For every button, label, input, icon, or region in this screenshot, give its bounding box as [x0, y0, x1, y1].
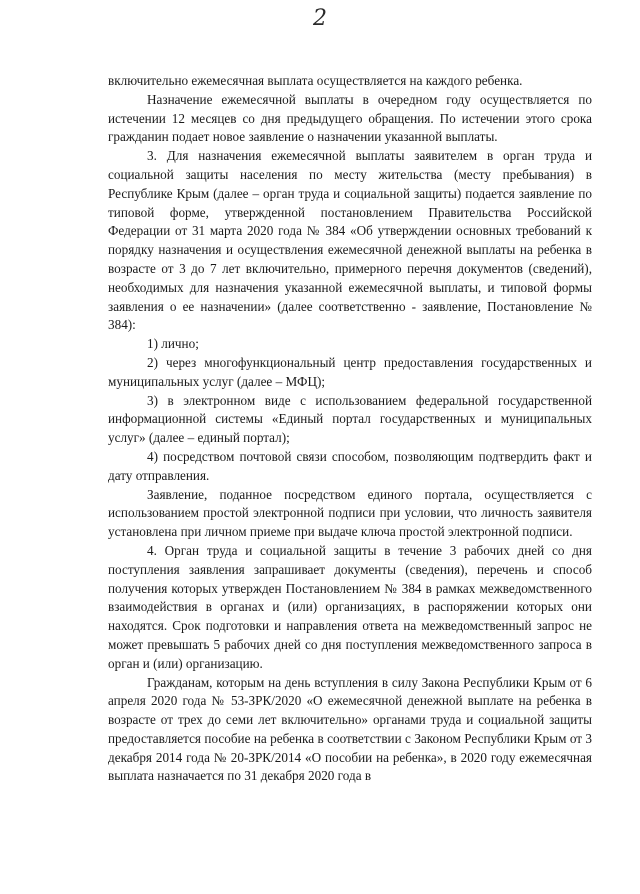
list-item-mfc: 2) через многофункциональный центр предоставления государственных и муниципальных услуг (далее – МФЦ); — [108, 354, 592, 389]
paragraph-transitional: Гражданам, которым на день вступления в силу Закона Республики Крым от 6 апреля 2020 года № 53-ЗРК/2020 «О ежемесячной денежной выплате на ребенка в возрасте от трех до семи лет включительно» органами труда и социальной защиты предоставляется пособие на ребенка в соответствии с Законом Республики Крым от 3 декабря 2014 года № 20-ЗРК/2014 «О пособии на ребенка», в 2020 году ежемесячная выплата назначается по 31 декабря 2020 года в — [108, 674, 592, 784]
paragraph-electronic-signature: Заявление, поданное посредством единого портала, осуществляется с использованием простой электронной подписи при условии, что личность заявителя установлена при личном приеме при выдаче ключа простой электронной подписи. — [108, 486, 592, 540]
paragraph-annual-renewal: Назначение ежемесячной выплаты в очередном году осуществляется по истечении 12 месяцев со дня предыдущего обращения. По истечении этого срока гражданин подает новое заявление о назначении указанной выплаты. — [108, 91, 592, 145]
list-item-post: 4) посредством почтовой связи способом, позволяющим подтвердить факт и дату отправления. — [108, 448, 592, 483]
paragraph-clause-4: 4. Орган труда и социальной защиты в течение 3 рабочих дней со дня поступления заявления запрашивает документы (сведения), перечень и способ получения которых утвержден Постановлением № 384 в рамках межведомственного взаимодействия в органах и (или) организациях, в распоряжении которых они находятся. Срок подготовки и направления ответа на межведомственный запрос не может превышать 5 рабочих дней со дня поступления межведомственного запроса в орган и (или) организацию. — [108, 542, 592, 671]
document-body — [108, 72, 592, 786]
paragraph-clause-3: 3. Для назначения ежемесячной выплаты заявителем в орган труда и социальной защиты населения по месту жительства (месту пребывания) в Республике Крым (далее – орган труда и социальной защиты) подается заявление по типовой форме, утвержденной постановлением Правительства Российской Федерации от 31 марта 2020 года № 384 «Об утверждении основных требований к порядку назначения и осуществления ежемесячной денежной выплаты на ребенка в возрасте от 3 до 7 лет включительно, примерного перечня документов (сведений), необходимых для назначения указанной ежемесячной выплаты, и типовой формы заявления о ее назначении» (далее соответственно - заявление, Постановление № 384): — [108, 148, 592, 333]
paragraph-continuation: включительно ежемесячная выплата осуществляется на каждого ребенка. — [108, 73, 523, 88]
page-number: 2 — [313, 6, 327, 31]
list-item-electronic: 3) в электронном виде с использованием федеральной государственной информационной системы «Единый портал государственных и муниципальных услуг» (далее – единый портал); — [108, 392, 592, 446]
list-item-in-person: 1) лично; — [147, 336, 199, 352]
